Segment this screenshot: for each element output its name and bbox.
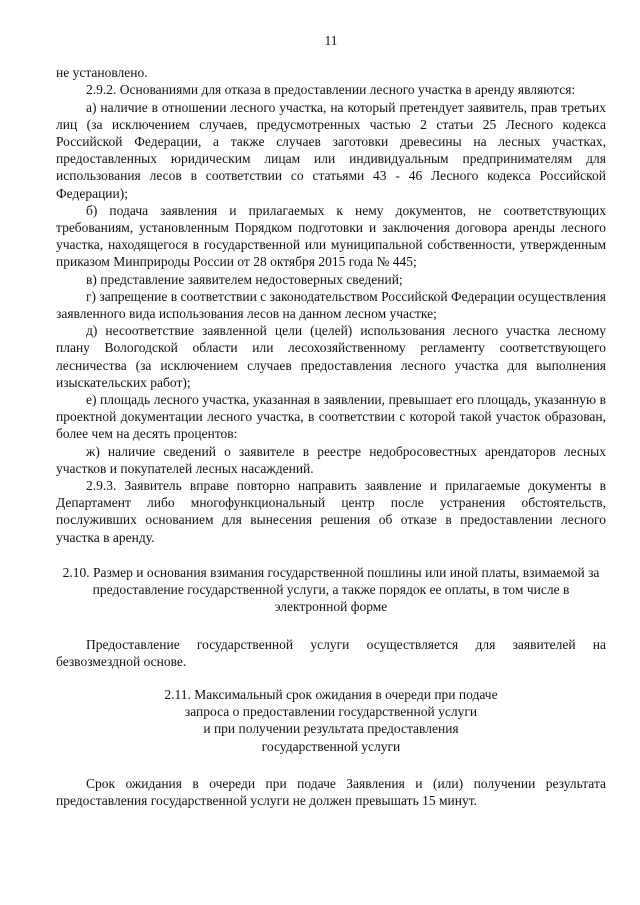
paragraph-item-e: е) площадь лесного участка, указанная в заявлении, превышает его площадь, указанную в проектной документации лесного участка, в соответствии с которой такой участок образован, более чем на десять процентов: <box>56 392 606 442</box>
section-2-11-heading-line: 2.11. Максимальный срок ожидания в очереди при подаче <box>164 686 498 702</box>
page-number: 11 <box>324 33 338 48</box>
section-2-11-heading-line: государственной услуги <box>261 738 401 754</box>
paragraph-continuation: не установлено. <box>56 65 148 81</box>
paragraph-2-9-2: 2.9.2. Основаниями для отказа в предоставлении лесного участка в аренду являются: <box>86 82 576 98</box>
section-2-10-heading: 2.10. Размер и основания взимания государственной пошлины или иной платы, взимаемой за предоставление государственной услуги, а также порядок ее оплаты, в том числе в электронной форме <box>62 564 600 615</box>
section-2-10-text: Предоставление государственной услуги осуществляется для заявителей на безвозмездной основе. <box>56 636 606 669</box>
paragraph-item-b: б) подача заявления и прилагаемых к нему документов, не соответствующих требованиям, установленным Порядком подготовки и заключения договора аренды лесного участка, находящегося в государственной или муниципальной собственности, утвержденным приказом Минприроды России от 28 октября 2015 года № 445; <box>56 202 606 270</box>
paragraph-item-zh: ж) наличие сведений о заявителе в реестре недобросовестных арендаторов лесных участков и покупателей лесных насаждений. <box>56 443 606 476</box>
paragraph-item-g: г) запрещение в соответствии с законодательством Российской Федерации осуществления заявленного вида использования лесов на данном лесном участке; <box>56 288 606 322</box>
paragraph-item-a: а) наличие в отношении лесного участка, на который претендует заявитель, прав третьих лиц (за исключением случаев, предусмотренных частью 2 статьи 25 Лесного кодекса Российской Федерации, а также случаев заготовки древесины на лесных участках, предоставленных юридическим лицам или индивидуальным предпринимателям для использования лесов в соответствии со статьями 43 - 46 Лесного кодекса Российской Федерации); <box>56 99 606 201</box>
section-2-11-heading <box>56 686 606 755</box>
paragraph-2-9-3: 2.9.3. Заявитель вправе повторно направить заявление и прилагаемые документы в Департамент либо многофункциональный центр после устранения обстоятельств, послуживших основанием для вынесения решения об отказе в предоставлении лесного участка в аренду. <box>56 478 606 545</box>
document-page <box>56 32 606 809</box>
paragraph-item-v: в) представление заявителем недостоверных сведений; <box>86 271 403 287</box>
section-2-11-heading-line: запроса о предоставлении государственной услуги <box>184 704 478 720</box>
paragraph-item-d: д) несоответствие заявленной цели (целей) использования лесного участка лесному плану Вологодской области или лесохозяйственному регламенту соответствующего лесничества (за исключением случаев предоставления лесного участка для выполнения изыскательских работ); <box>56 323 606 390</box>
section-2-11-text: Срок ожидания в очереди при подаче Заявления и (или) получении результата предоставления государственной услуги не должен превышать 15 минут. <box>56 775 606 808</box>
section-2-11-heading-line: и при получении результата предоставления <box>203 721 459 737</box>
